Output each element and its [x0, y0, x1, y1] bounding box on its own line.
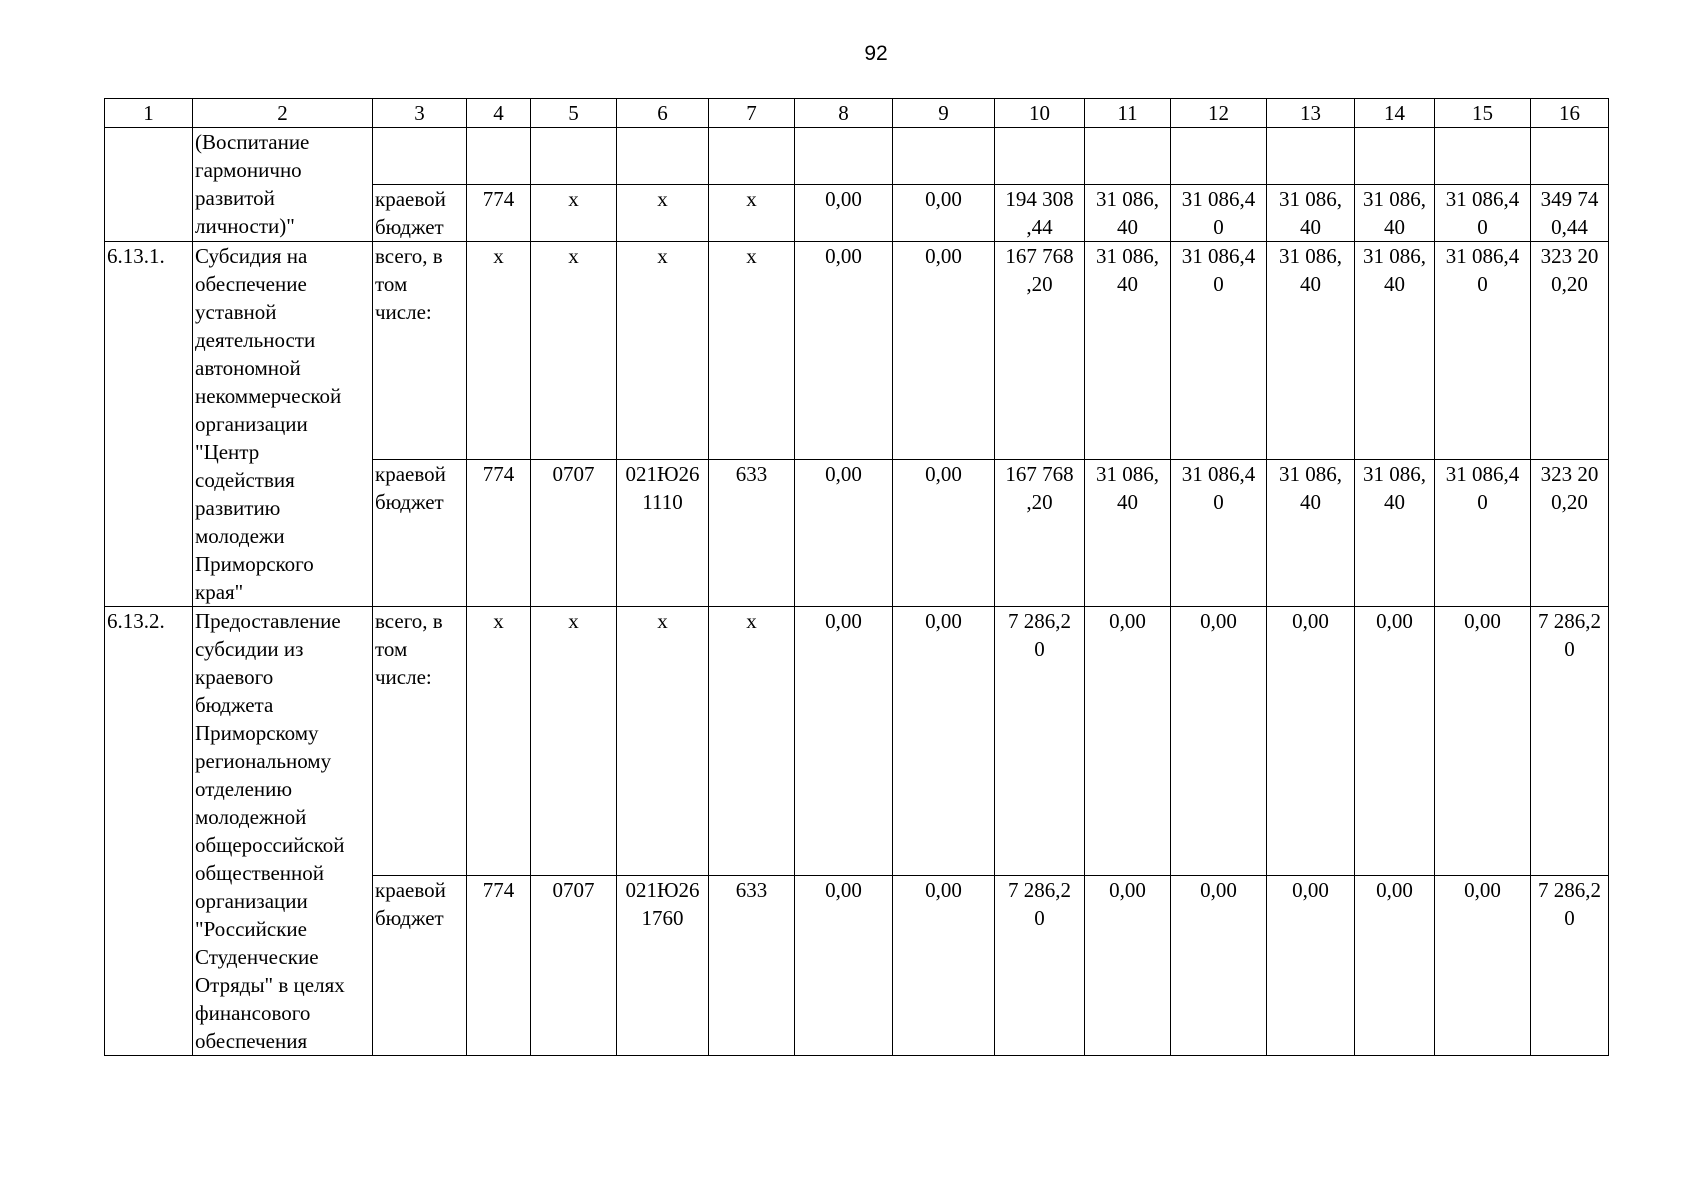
- value-line: x: [657, 187, 668, 211]
- measure-name-line: Предоставление: [195, 609, 341, 633]
- source-line: краевой: [375, 462, 446, 487]
- value-line: 0707: [552, 462, 595, 487]
- col-header: 11: [1085, 99, 1171, 128]
- value-line: 194 308: [1005, 187, 1074, 211]
- value-cell: [995, 875, 1085, 1055]
- measure-name-line: Субсидия на: [195, 244, 308, 268]
- value-line: 40: [1300, 272, 1321, 296]
- value-cell: [1085, 875, 1171, 1055]
- value-line: x: [568, 609, 579, 633]
- source-line: числе:: [375, 300, 432, 324]
- funding-source-cell: [373, 875, 467, 1055]
- measure-name-line: гармонично: [195, 158, 302, 182]
- measure-name-line: субсидии из: [195, 637, 304, 661]
- empty-cell: [795, 128, 893, 185]
- value-line: x: [568, 244, 579, 268]
- value-cell: [1531, 185, 1609, 242]
- value-line: 40: [1117, 215, 1138, 239]
- table-row: [105, 128, 1609, 185]
- value-line: 0,00: [825, 877, 862, 902]
- value-line: 0: [1477, 272, 1488, 296]
- value-line: 0,00: [925, 244, 962, 268]
- value-cell: [1267, 460, 1355, 607]
- source-line: том: [375, 272, 408, 296]
- value-line: 31 086,4: [1181, 462, 1256, 487]
- measure-name-line: региональному: [195, 749, 332, 773]
- value-cell: [1355, 242, 1435, 460]
- value-line: 1110: [642, 490, 683, 515]
- value-cell: [1531, 875, 1609, 1055]
- value-line: 774: [482, 877, 515, 902]
- value-cell: [893, 875, 995, 1055]
- funding-source-cell: [373, 242, 467, 460]
- value-cell: [617, 460, 709, 607]
- value-cell: [995, 242, 1085, 460]
- empty-cell: [893, 128, 995, 185]
- value-line: 167 768: [1005, 244, 1074, 268]
- value-cell: [1531, 242, 1609, 460]
- value-line: 31 086,: [1096, 462, 1159, 487]
- col-header: 16: [1531, 99, 1609, 128]
- value-line: 31 086,: [1363, 462, 1426, 487]
- value-line: 633: [735, 877, 768, 902]
- value-line: 0707: [552, 877, 595, 902]
- value-cell: [531, 607, 617, 876]
- value-line: 021Ю26: [625, 462, 700, 487]
- source-line: бюджет: [375, 215, 444, 239]
- value-line: 0,00: [825, 187, 862, 211]
- measure-name-line: личности)": [195, 214, 295, 238]
- value-line: 0,00: [925, 609, 962, 633]
- value-line: 0,00: [1200, 609, 1237, 633]
- value-line: 31 086,: [1363, 187, 1426, 211]
- value-cell: [1267, 185, 1355, 242]
- value-line: 0,00: [1464, 609, 1501, 633]
- value-line: 774: [482, 187, 515, 211]
- value-line: 31 086,: [1279, 187, 1342, 211]
- measure-name-line: общероссийской: [195, 833, 345, 857]
- value-line: 0,00: [1109, 877, 1146, 902]
- value-line: 0: [1213, 215, 1224, 239]
- col-header: 4: [467, 99, 531, 128]
- value-cell: [1085, 607, 1171, 876]
- value-line: 31 086,: [1279, 462, 1342, 487]
- value-line: 31 086,: [1096, 244, 1159, 268]
- value-line: 633: [735, 462, 768, 487]
- value-line: 0,00: [1109, 609, 1146, 633]
- page-number: 92: [864, 42, 888, 65]
- measure-name-line: финансового: [195, 1001, 311, 1025]
- value-line: 0: [1034, 637, 1045, 661]
- source-line: том: [375, 637, 408, 661]
- value-cell: [995, 185, 1085, 242]
- value-line: 0,44: [1551, 215, 1588, 239]
- col-header: 10: [995, 99, 1085, 128]
- value-cell: [709, 460, 795, 607]
- value-line: 0: [1477, 215, 1488, 239]
- value-cell: [531, 875, 617, 1055]
- value-line: 31 086,: [1363, 244, 1426, 268]
- col-header: 9: [893, 99, 995, 128]
- source-line: всего, в: [375, 609, 443, 633]
- value-cell: [795, 875, 893, 1055]
- measure-name-line: отделению: [195, 777, 293, 801]
- value-line: 31 086,4: [1445, 462, 1520, 487]
- value-cell: [1171, 460, 1267, 607]
- value-line: 40: [1300, 490, 1321, 515]
- value-cell: [617, 875, 709, 1055]
- value-cell: [1171, 242, 1267, 460]
- measure-name-line: "Российские: [195, 917, 307, 941]
- value-line: 774: [482, 462, 515, 487]
- value-line: 0,00: [825, 609, 862, 633]
- value-line: 0,00: [825, 462, 862, 487]
- value-cell: [893, 460, 995, 607]
- col-header: 1: [105, 99, 193, 128]
- funding-source-cell: [373, 460, 467, 607]
- value-line: 40: [1384, 215, 1405, 239]
- value-cell: [1085, 460, 1171, 607]
- value-line: 0,00: [1200, 877, 1237, 902]
- measure-name-cell: [193, 607, 373, 1056]
- value-line: 0,00: [1464, 877, 1501, 902]
- measure-name-line: Отряды" в целях: [195, 973, 345, 997]
- value-line: 0,00: [925, 877, 962, 902]
- value-line: 7 286,2: [1538, 609, 1601, 633]
- value-line: ,20: [1026, 272, 1053, 296]
- value-line: 0,00: [825, 244, 862, 268]
- table-row: [105, 607, 1609, 876]
- value-line: x: [493, 244, 504, 268]
- measure-name-line: организации: [195, 889, 308, 913]
- measure-name-line: некоммерческой: [195, 384, 342, 408]
- value-line: ,44: [1026, 215, 1053, 239]
- value-line: 0,00: [925, 462, 962, 487]
- budget-table: [104, 98, 1609, 1056]
- value-cell: [995, 607, 1085, 876]
- value-cell: [1435, 242, 1531, 460]
- row-number-cell: 6.13.2.: [105, 607, 193, 1056]
- value-cell: [1531, 460, 1609, 607]
- value-cell: [531, 242, 617, 460]
- measure-name-line: обеспечение: [195, 272, 307, 296]
- source-line: числе:: [375, 665, 432, 689]
- value-cell: [1355, 460, 1435, 607]
- value-cell: [1085, 242, 1171, 460]
- measure-name-line: "Центр: [195, 440, 260, 464]
- value-cell: [467, 875, 531, 1055]
- value-line: 0,20: [1551, 490, 1588, 515]
- measure-name-line: организации: [195, 412, 308, 436]
- value-cell: [1355, 875, 1435, 1055]
- value-line: 40: [1117, 490, 1138, 515]
- value-cell: [1267, 607, 1355, 876]
- source-line: краевой: [375, 187, 446, 211]
- value-cell: [1435, 185, 1531, 242]
- value-line: 167 768: [1005, 462, 1074, 487]
- col-header: 13: [1267, 99, 1355, 128]
- value-line: 0: [1213, 272, 1224, 296]
- value-cell: [467, 185, 531, 242]
- value-cell: [1531, 607, 1609, 876]
- empty-cell: [467, 128, 531, 185]
- empty-cell: [1267, 128, 1355, 185]
- source-line: бюджет: [375, 905, 444, 930]
- value-cell: [1435, 875, 1531, 1055]
- empty-cell: [1355, 128, 1435, 185]
- value-line: 31 086,4: [1445, 187, 1520, 211]
- value-cell: [1267, 875, 1355, 1055]
- header-row: [105, 99, 1609, 128]
- value-cell: [1435, 607, 1531, 876]
- value-line: x: [746, 244, 757, 268]
- measure-name-line: Приморскому: [195, 721, 319, 745]
- value-line: 349 74: [1540, 187, 1599, 211]
- value-line: x: [657, 609, 668, 633]
- value-cell: [467, 460, 531, 607]
- measure-name-line: автономной: [195, 356, 301, 380]
- value-cell: [467, 242, 531, 460]
- value-line: 0,00: [925, 187, 962, 211]
- value-line: 323 20: [1540, 462, 1599, 487]
- value-line: 40: [1117, 272, 1138, 296]
- value-line: 1760: [641, 905, 684, 930]
- measure-name-line: деятельности: [195, 328, 316, 352]
- value-cell: [617, 185, 709, 242]
- value-cell: [995, 460, 1085, 607]
- value-cell: [1171, 185, 1267, 242]
- col-header: 8: [795, 99, 893, 128]
- empty-cell: [1171, 128, 1267, 185]
- row-number-cell: 6.13.1.: [105, 242, 193, 607]
- value-cell: [795, 242, 893, 460]
- source-line: краевой: [375, 877, 446, 902]
- table-row: [105, 242, 1609, 460]
- value-line: 0,00: [1292, 877, 1329, 902]
- value-cell: [795, 460, 893, 607]
- empty-cell: [617, 128, 709, 185]
- value-cell: [1171, 875, 1267, 1055]
- value-cell: [795, 607, 893, 876]
- col-header: 2: [193, 99, 373, 128]
- value-line: x: [657, 244, 668, 268]
- value-cell: [893, 607, 995, 876]
- empty-cell: [1435, 128, 1531, 185]
- value-cell: [893, 185, 995, 242]
- row-number-cell: [105, 128, 193, 242]
- value-cell: [709, 242, 795, 460]
- value-cell: [1085, 185, 1171, 242]
- measure-name-line: бюджета: [195, 693, 274, 717]
- value-line: x: [746, 609, 757, 633]
- value-line: 0,00: [1292, 609, 1329, 633]
- value-line: 0: [1564, 905, 1575, 930]
- value-cell: [467, 607, 531, 876]
- measure-name-cell: [193, 242, 373, 607]
- col-header: 5: [531, 99, 617, 128]
- empty-cell: [373, 128, 467, 185]
- funding-source-cell: [373, 607, 467, 876]
- value-line: 7 286,2: [1538, 877, 1601, 902]
- value-cell: [709, 607, 795, 876]
- source-line: всего, в: [375, 244, 443, 268]
- value-line: 0: [1034, 905, 1045, 930]
- funding-source-cell: [373, 185, 467, 242]
- col-header: 3: [373, 99, 467, 128]
- empty-cell: [1531, 128, 1609, 185]
- value-line: 0,00: [1376, 877, 1413, 902]
- value-line: 021Ю26: [625, 877, 700, 902]
- measure-name-line: (Воспитание: [195, 130, 310, 154]
- measure-name-line: Приморского: [195, 552, 314, 576]
- value-line: 323 20: [1540, 244, 1599, 268]
- value-line: 31 086,: [1096, 187, 1159, 211]
- value-line: 7 286,2: [1008, 877, 1071, 902]
- col-header: 6: [617, 99, 709, 128]
- value-line: 40: [1300, 215, 1321, 239]
- value-line: 40: [1384, 490, 1405, 515]
- value-line: 0: [1213, 490, 1224, 515]
- value-cell: [709, 185, 795, 242]
- measure-name-line: содействия: [195, 468, 295, 492]
- value-cell: [1435, 460, 1531, 607]
- col-header: 14: [1355, 99, 1435, 128]
- value-line: 40: [1384, 272, 1405, 296]
- value-line: 0: [1564, 637, 1575, 661]
- value-cell: [1267, 242, 1355, 460]
- value-line: 0: [1477, 490, 1488, 515]
- value-cell: [617, 242, 709, 460]
- empty-cell: [1085, 128, 1171, 185]
- source-line: бюджет: [375, 490, 444, 515]
- value-cell: [795, 185, 893, 242]
- empty-cell: [995, 128, 1085, 185]
- measure-name-line: обеспечения: [195, 1029, 308, 1053]
- value-line: 7 286,2: [1008, 609, 1071, 633]
- value-line: x: [568, 187, 579, 211]
- value-cell: [1355, 185, 1435, 242]
- measure-name-line: молодежи: [195, 524, 285, 548]
- value-cell: [617, 607, 709, 876]
- value-line: 31 086,4: [1445, 244, 1520, 268]
- value-line: ,20: [1026, 490, 1053, 515]
- measure-name-line: развитию: [195, 496, 281, 520]
- value-cell: [531, 460, 617, 607]
- value-cell: [893, 242, 995, 460]
- value-line: 0,00: [1376, 609, 1413, 633]
- value-cell: [709, 875, 795, 1055]
- measure-name-line: Студенческие: [195, 945, 319, 969]
- col-header: 7: [709, 99, 795, 128]
- value-cell: [1355, 607, 1435, 876]
- measure-name-cell: [193, 128, 373, 242]
- value-cell: [531, 185, 617, 242]
- measure-name-line: общественной: [195, 861, 325, 885]
- value-line: x: [493, 609, 504, 633]
- value-line: 0,20: [1551, 272, 1588, 296]
- value-line: 31 086,4: [1181, 187, 1256, 211]
- measure-name-line: краевого: [195, 665, 274, 689]
- measure-name-line: края": [195, 580, 244, 604]
- empty-cell: [709, 128, 795, 185]
- col-header: 15: [1435, 99, 1531, 128]
- measure-name-line: уставной: [195, 300, 277, 324]
- measure-name-line: молодежной: [195, 805, 307, 829]
- col-header: 12: [1171, 99, 1267, 128]
- value-line: x: [746, 187, 757, 211]
- value-line: 31 086,: [1279, 244, 1342, 268]
- value-line: 31 086,4: [1181, 244, 1256, 268]
- measure-name-line: развитой: [195, 186, 275, 210]
- value-cell: [1171, 607, 1267, 876]
- empty-cell: [531, 128, 617, 185]
